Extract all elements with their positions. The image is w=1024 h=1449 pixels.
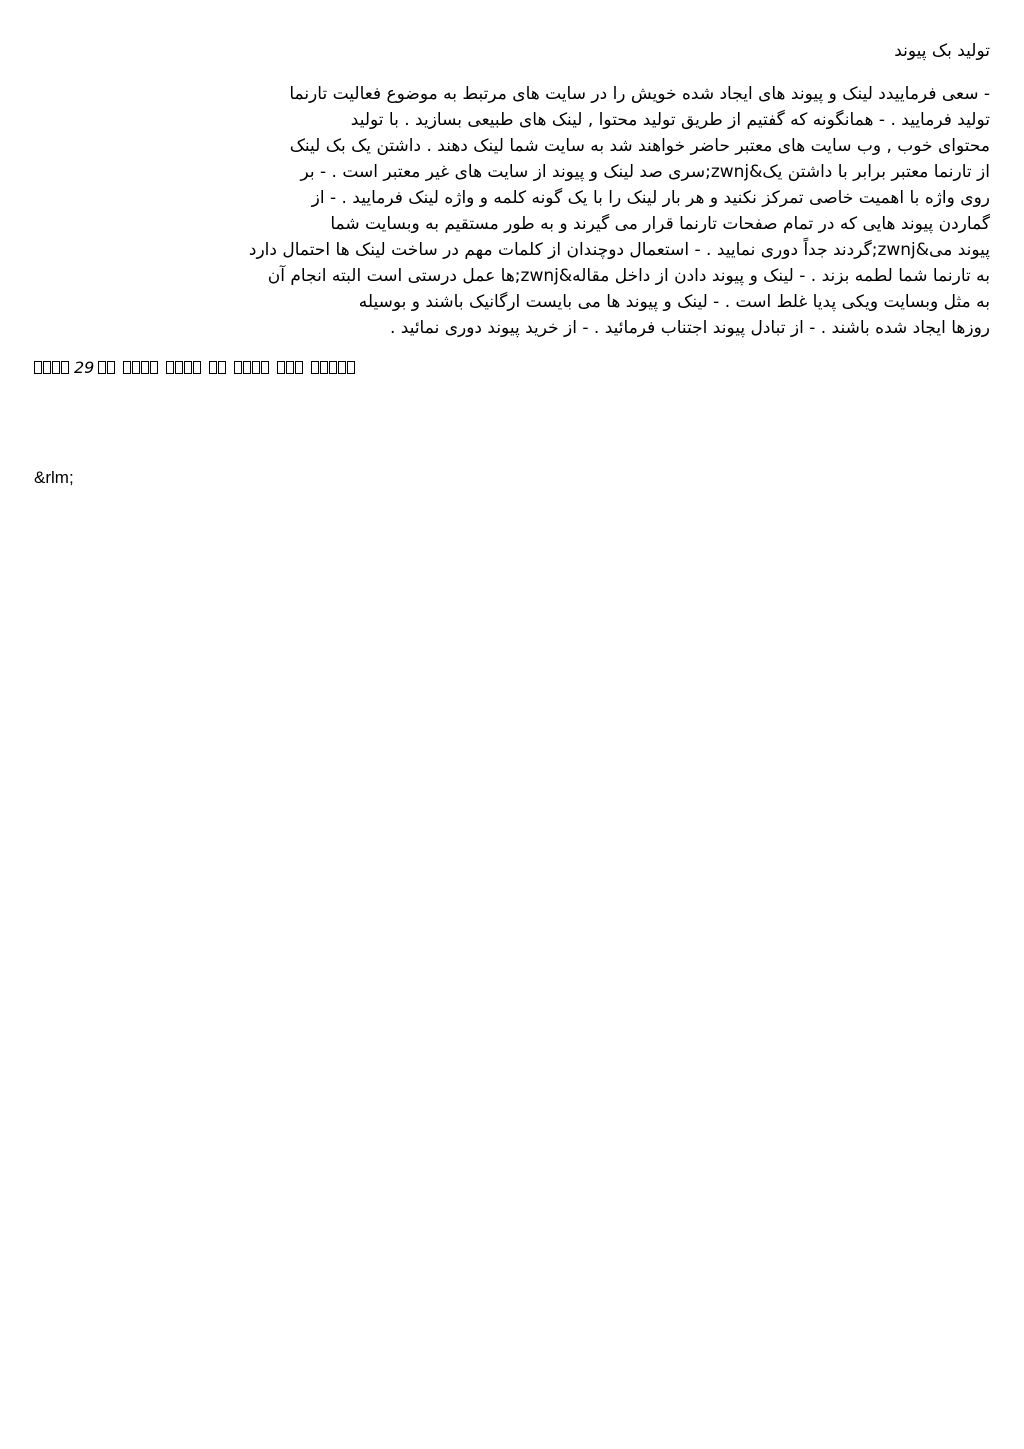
document-body	[34, 81, 990, 341]
missing-glyph-boxes	[209, 358, 227, 377]
missing-glyph-boxes	[311, 358, 356, 377]
missing-glyph-boxes	[34, 358, 70, 377]
missing-glyph-boxes	[98, 358, 116, 377]
missing-glyph-boxes	[277, 358, 304, 377]
rlm-entity-text: &rlm;	[34, 468, 74, 487]
body-line: - سعی فرماییدد لینک و پیوند های ایجاد شده خویش را در سایت های مرتبط به موضوع فعالیت تارنما	[289, 84, 990, 104]
body-line: به تارنما شما لطمه بزند . - لینک و پیوند دادن از داخل مقاله&zwnj;ها عمل درستی است البته انجام آن	[267, 266, 990, 286]
missing-glyph-boxes	[166, 358, 202, 377]
body-line: گماردن پیوند هایی که در تمام صفحات تارنما قرار می گیرند و به طور مستقیم به وبسایت شما	[330, 214, 990, 234]
missing-glyph-boxes	[123, 358, 159, 377]
document-title: تولید بک پیوند	[894, 41, 990, 61]
body-line: روی واژه با اهمیت خاصی تمرکز نکنید و هر بار لینک را با یک گونه کلمه و واژه لینک فرمایید . - از	[311, 188, 990, 208]
body-line: روزها ایجاد شده باشند . - از تبادل پیوند اجتناب فرمائید . - از خرید پیوند دوری نمائید .	[389, 318, 990, 338]
body-line: از تارنما معتبر برابر با داشتن یک&zwnj;سری صد لینک و پیوند از سایت های غیر معتبر است . - بر	[300, 162, 990, 182]
body-line: تولید فرمایید . - همانگونه که گفتیم از طریق تولید محتوا , لینک های طبیعی بسازید . با تولید	[350, 110, 990, 130]
body-line: محتوای خوب , وب سایت های معتبر حاضر خواهند شد به سایت شما لینک دهند . داشتن یک بک لینک	[289, 136, 990, 156]
missing-glyph-boxes	[234, 358, 270, 377]
body-line: به مثل وبسایت ویکی پدیا غلط است . - لینک و پیوند ها می بایست ارگانیک باشند و بوسیله	[358, 292, 990, 312]
document-page	[34, 38, 990, 487]
garbled-number: 29	[74, 358, 95, 377]
body-line: پیوند می&zwnj;گردند جداً دوری نمایید . - استعمال دوچندان از کلمات مهم در ساخت لینک ها احتمال دارد	[248, 240, 990, 260]
missing-glyph-line	[34, 356, 990, 380]
